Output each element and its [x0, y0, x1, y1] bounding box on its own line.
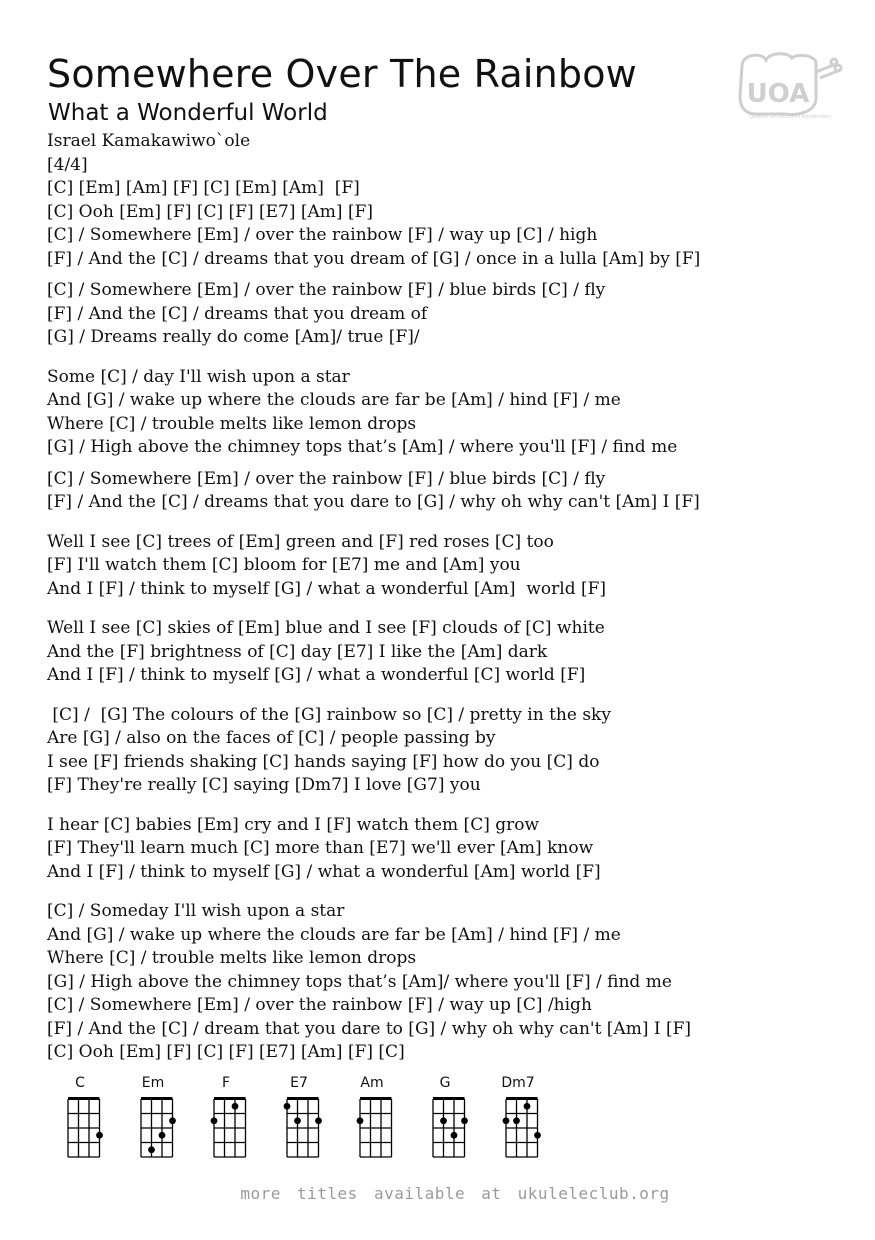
lyric-line: Where [C] / trouble melts like lemon drops — [47, 948, 417, 968]
finger-dot — [524, 1103, 531, 1110]
stanza-gap — [47, 798, 847, 814]
finger-dot — [503, 1117, 510, 1124]
finger-dot — [513, 1117, 520, 1124]
finger-dot — [461, 1117, 468, 1124]
chord-name: Am — [360, 1075, 384, 1091]
finger-dot — [159, 1132, 166, 1139]
footer-note: more titles available at ukuleleclub.org — [240, 1184, 670, 1203]
lyric-line: [C] / [G] The colours of the [G] rainbow so [C] / pretty in the sky — [47, 704, 611, 725]
stanza-gap — [47, 271, 847, 279]
chord-nut — [141, 1097, 173, 1100]
lyric-line: And [G] / wake up where the clouds are far be [Am] / hind [F] / me — [47, 390, 621, 410]
artist-name: Israel Kamakawiwo`ole — [47, 131, 251, 151]
stanza-gap — [47, 884, 847, 900]
song-subtitle: What a Wonderful World — [48, 100, 328, 126]
lyric-line: [C] / Someday I'll wish upon a star — [47, 901, 345, 921]
finger-dot — [232, 1103, 239, 1110]
fretboard-grid — [55, 1095, 105, 1171]
stanza-gap — [47, 460, 847, 468]
lyric-line: [C] / Somewhere [Em] / over the rainbow [F] / blue birds [C] / fly — [47, 468, 606, 489]
lyrics-block — [47, 130, 847, 1065]
finger-dot — [357, 1117, 364, 1124]
lyric-line: [F] I'll watch them [C] bloom for [E7] me and [Am] you — [47, 555, 521, 575]
finger-dot — [294, 1117, 301, 1124]
lyric-line: Well I see [C] trees of [Em] green and [F] red roses [C] too — [47, 531, 554, 552]
lyric-line: Some [C] / day I'll wish upon a star — [47, 366, 350, 387]
finger-dot — [211, 1117, 218, 1124]
lyric-line: [G] / High above the chimney tops that’s [Am] / where you'll [F] / find me — [47, 437, 678, 457]
lyric-line: Where [C] / trouble melts like lemon drops — [47, 413, 417, 434]
lyric-line: And the [F] brightness of [C] day [E7] I like the [Am] dark — [47, 641, 548, 662]
lyric-line: [G] / Dreams really do come [Am]/ true [F]/ — [47, 327, 420, 347]
lyric-line: [C] / Somewhere [Em] / over the rainbow [F] / way up [C] / high — [47, 225, 598, 245]
lyric-line: I hear [C] babies [Em] cry and I [F] watch them [C] grow — [47, 814, 540, 835]
lyric-line: [F] / And the [C] / dream that you dare to [G] / why oh why can't [Am] I [F] — [47, 1018, 692, 1039]
lyric-line: [C] / Somewhere [Em] / over the rainbow [F] / way up [C] /high — [47, 995, 592, 1015]
finger-dot — [315, 1117, 322, 1124]
finger-dot — [451, 1132, 458, 1139]
fretboard-grid — [420, 1095, 470, 1171]
chord-nut — [360, 1097, 392, 1100]
lyric-line: [F] / And the [C] / dreams that you dream of [G] / once in a lulla [Am] by [F] — [47, 248, 701, 269]
finger-dot — [148, 1146, 155, 1153]
song-title: Somewhere Over The Rainbow — [47, 52, 637, 96]
chord-nut — [287, 1097, 319, 1100]
lyric-line: [C] Ooh [Em] [F] [C] [F] [E7] [Am] [F] — [47, 201, 374, 222]
lyric-line: [F] They're really [C] saying [Dm7] I love [G7] you — [47, 775, 481, 795]
lyric-line: [F] They'll learn much [C] more than [E7] we'll ever [Am] know — [47, 838, 594, 858]
chord-nut — [433, 1097, 465, 1100]
finger-dot — [534, 1132, 541, 1139]
chord-name: G — [439, 1075, 451, 1091]
finger-dot — [96, 1132, 103, 1139]
lyric-line: [C] Ooh [Em] [F] [C] [F] [E7] [Am] [F] [C] — [47, 1042, 405, 1062]
lyric-line: And [G] / wake up where the clouds are far be [Am] / hind [F] / me — [47, 924, 621, 945]
lyric-line: [G] / High above the chimney tops that’s [Am]/ where you'll [F] / find me — [47, 971, 672, 992]
lyric-line: And I [F] / think to myself [G] / what a wonderful [Am] world [F] — [47, 861, 601, 882]
lyric-line: And I [F] / think to myself [G] / what a wonderful [C] world [F] — [47, 665, 586, 685]
chord-name: E7 — [290, 1075, 308, 1091]
logo-tagline: Ukulele Orchestra of Amsterdam — [749, 114, 831, 120]
finger-dot — [440, 1117, 447, 1124]
time-signature: [4/4] — [47, 154, 88, 175]
fretboard-grid — [274, 1095, 324, 1171]
lyric-line: [F] / And the [C] / dreams that you dream of — [47, 303, 428, 324]
fretboard-grid — [128, 1095, 178, 1171]
fretboard-grid — [201, 1095, 251, 1171]
fretboard-grid — [493, 1095, 543, 1171]
stanza-gap — [47, 688, 847, 704]
finger-dot — [169, 1117, 176, 1124]
lyric-line: [C] / Somewhere [Em] / over the rainbow [F] / blue birds [C] / fly — [47, 280, 606, 300]
lyric-line: [F] / And the [C] / dreams that you dare to [G] / why oh why can't [Am] I [F] — [47, 492, 700, 512]
logo-text: UOA — [746, 79, 810, 109]
chord-nut — [214, 1097, 246, 1100]
lyric-line: Well I see [C] skies of [Em] blue and I see [F] clouds of [C] white — [47, 618, 605, 638]
chord-diagrams — [55, 1075, 555, 1175]
stanza-gap — [47, 601, 847, 617]
stanza-gap — [47, 515, 847, 531]
finger-dot — [284, 1103, 291, 1110]
lyric-line: I see [F] friends shaking [C] hands saying [F] how do you [C] do — [47, 751, 600, 772]
lyric-line: Are [G] / also on the faces of [C] / people passing by — [47, 728, 496, 748]
lyric-line: [C] [Em] [Am] [F] [C] [Em] [Am] [F] — [47, 178, 360, 198]
chord-nut — [506, 1097, 538, 1100]
stanza-gap — [47, 350, 847, 366]
chord-name: C — [75, 1075, 85, 1091]
chord-name: F — [221, 1075, 231, 1091]
chord-name: Em — [141, 1075, 165, 1091]
fretboard-grid — [347, 1095, 397, 1171]
chord-name: Dm7 — [501, 1075, 535, 1091]
uoa-logo-icon — [736, 48, 844, 120]
chord-nut — [68, 1097, 100, 1100]
lyric-line: And I [F] / think to myself [G] / what a wonderful [Am] world [F] — [47, 578, 607, 599]
